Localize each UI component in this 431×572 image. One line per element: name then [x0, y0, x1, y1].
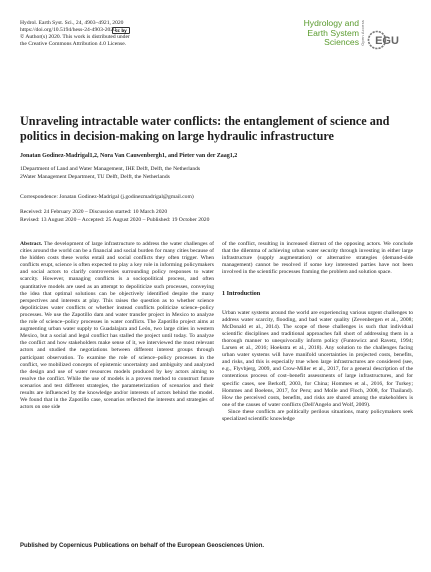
dates-received: Received: 24 February 2020 – Discussion started: 10 March 2020 [20, 209, 168, 215]
correspondence: Correspondence: Jonatan Godinez-Madrigal (j.godinezmadrigal@gmail.com) [20, 194, 194, 200]
abstract-label: Abstract. [20, 241, 43, 247]
intro-paragraph-2: Since these conflicts are politically perilous situations, many policymakers seek specialized scientific knowledge [222, 408, 413, 422]
journal-name [249, 19, 359, 48]
cc-badge-label: cc by [115, 28, 127, 33]
journal-line-3: Sciences [324, 37, 359, 48]
egu-logo-text: EGU [375, 35, 399, 47]
intro-paragraph-1: Urban water systems around the world are experiencing various urgent challenges to address water scarcity, flooding, and bad water quality (Zevenbergen et al., 2008; McDonald et al., 2014). The scope of these challenges is such that individual scientific disciplines and traditional approaches fall short of addressing them in a thorough manner to unequivocally inform policy (Funtowicz and Ravetz, 1994; Larsen et al., 2016; Hoekstra et al., 2018). Any solution to the challenges facing urban water systems will have manifold uncertainties in projected costs, benefits, and risks, and this is especially true when large infrastructures are considered (see, e.g., Flyvbjerg, 2009, and Crow-Miller et al., 2017, for a general description of the contentious process of cost–benefit assessments of large infrastructures, and for specific cases, see Berkoff, 2003, for China; Hommes et al., 2016, for Turkey; Hommes and Boelens, 2017, for Peru; and Molle and Floch, 2008, for Thailand). How the perceived costs, benefits, and risks are shared among the stakeholders is one of the causes of water conflicts (Dell'Angelo and Wolf, 2009). [222, 309, 413, 408]
abstract-text: The development of large infrastructure to address the water challenges of cities around the world can be a financial and social burden for many cities because of the hidden costs these works entail and social conflicts they often trigger. When conflicts erupt, science is often expected to play a key role in informing policymakers and social actors to clarify controversies surrounding policy responses to water scarcity. However, managing conflicts is a sociopolitical process, and often quantitative models are used as an attempt to depoliticize such processes, conveying the idea that optimal solutions can be objectively identified despite the many perspectives and interests at play. This raises the question as to whether science depoliticizes water conflicts or whether instead conflicts politicize science–policy processes. We use the Zapotillo dam and water transfer project in Mexico to analyze the role of science–policy processes in water conflicts. The Zapotillo project aims at augmenting urban water supply to Guadalajara and León, two large cities in western Mexico, but a social and legal conflict has stalled the project until today. To analyze the conflict and how stakeholders make sense of it, we interviewed the most relevant actors and studied the negotiations between different interest groups through participant observation. To examine the role of science–policy processes in the conflict, we mobilized concepts of epistemic uncertainty and ambiguity and analyzed the design and use of water resources models produced by key actors aiming to resolve the conflict. While the use of models is a proven method to construct future scenarios and test different strategies, the parameterization of scenarios and their results are influenced by the knowledge and/or interests of actors behind the model. We found that in the Zapotillo case, scenarios reflected the interests and strategies of actors on one side [20, 241, 214, 411]
doi-link[interactable]: https://doi.org/10.5194/hess-24-4903-2020 [20, 27, 116, 33]
license-line: the Creative Commons Attribution 4.0 License. [20, 41, 127, 47]
affiliation-1: 1Department of Land and Water Management, IHE Delft, Delft, the Netherlands [20, 166, 201, 172]
section-heading-introduction: 1 Introduction [222, 290, 261, 298]
right-column [222, 241, 413, 423]
paper-title: Unraveling intractable water conflicts: the entanglement of science and politics in decision-making on large hydraulic infrastructure [20, 114, 390, 143]
dates-revised: Revised: 13 August 2020 – Accepted: 25 August 2020 – Published: 19 October 2020 [20, 217, 210, 223]
cc-by-icon[interactable] [112, 27, 130, 34]
journal-line-1: Hydrology and [303, 18, 359, 28]
authors: Jonatan Godinez-Madrigal1,2, Nora Van Cauwenbergh1, and Pieter van der Zaag1,2 [20, 153, 238, 159]
citation: Hydrol. Earth Syst. Sci., 24, 4903–4921, 2020 [20, 20, 124, 26]
abstract-column [20, 241, 214, 411]
open-access-label: Open Access [360, 20, 365, 46]
affiliation-2: 2Water Management Department, TU Delft, Delft, the Netherlands [20, 174, 170, 180]
journal-line-2: Earth System [307, 27, 359, 38]
citation-block [20, 20, 210, 48]
copyright: © Author(s) 2020. This work is distributed under [20, 34, 130, 40]
egu-logo-icon [367, 26, 401, 54]
abstract-continuation: of the conflict, resulting in increased distrust of the opposing actors. We conclude that the dilemma of achieving urban water security through investing in either large infrastructure (supply augmentation) or alternative strategies (demand-side management) cannot be resolved if some key interested parties have not been involved in the scientific processes framing the problem and solution space. [222, 241, 413, 276]
publisher-footer: Published by Copernicus Publications on behalf of the European Geosciences Union. [20, 543, 265, 549]
